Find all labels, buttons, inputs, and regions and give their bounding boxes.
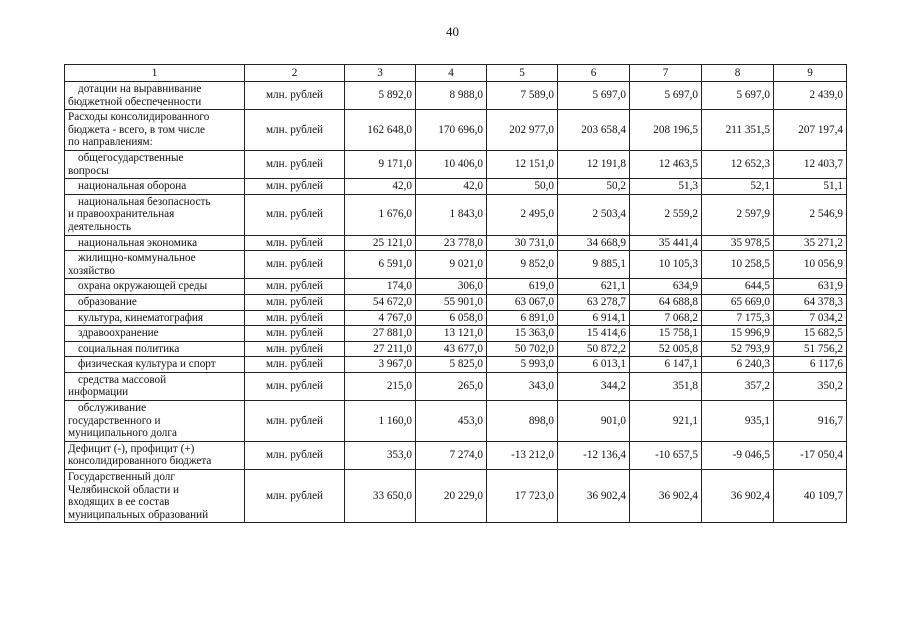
value-cell: 42,0: [416, 179, 487, 195]
value-cell: 5 825,0: [416, 357, 487, 373]
value-cell: 15 414,6: [558, 326, 630, 342]
value-cell: 15 363,0: [487, 326, 558, 342]
row-label: образование: [65, 294, 245, 310]
table-row: [65, 294, 847, 310]
value-cell: 6 891,0: [487, 310, 558, 326]
row-label: Расходы консолидированного бюджета - всего, в том числе по направлениям:: [65, 110, 245, 151]
value-cell: 13 121,0: [416, 326, 487, 342]
row-unit: млн. рублей: [245, 441, 345, 469]
value-cell: 63 067,0: [487, 294, 558, 310]
row-label: Государственный долг Челябинской области и входящих в ее состав муниципальных образований: [65, 470, 245, 523]
value-cell: 35 978,5: [702, 235, 774, 251]
row-unit: млн. рублей: [245, 357, 345, 373]
value-cell: 12 652,3: [702, 150, 774, 178]
value-cell: 901,0: [558, 401, 630, 442]
value-cell: 921,1: [630, 401, 702, 442]
table-header-row: [65, 65, 847, 82]
column-header: 6: [558, 65, 630, 82]
value-cell: 208 196,5: [630, 110, 702, 151]
value-cell: 265,0: [416, 372, 487, 400]
value-cell: 211 351,5: [702, 110, 774, 151]
value-cell: 55 901,0: [416, 294, 487, 310]
value-cell: 6 117,6: [774, 357, 847, 373]
value-cell: 12 403,7: [774, 150, 847, 178]
table-row: [65, 194, 847, 235]
value-cell: 8 988,0: [416, 82, 487, 110]
value-cell: 916,7: [774, 401, 847, 442]
row-unit: млн. рублей: [245, 401, 345, 442]
column-header: 5: [487, 65, 558, 82]
table-row: [65, 341, 847, 357]
value-cell: 162 648,0: [345, 110, 416, 151]
value-cell: 50 872,2: [558, 341, 630, 357]
value-cell: 5 697,0: [558, 82, 630, 110]
value-cell: 12 463,5: [630, 150, 702, 178]
table-row: [65, 251, 847, 279]
row-label: жилищно-коммунальное хозяйство: [65, 251, 245, 279]
value-cell: 33 650,0: [345, 470, 416, 523]
column-header: 1: [65, 65, 245, 82]
value-cell: 54 672,0: [345, 294, 416, 310]
value-cell: 63 278,7: [558, 294, 630, 310]
value-cell: 2 559,2: [630, 194, 702, 235]
value-cell: 27 881,0: [345, 326, 416, 342]
row-label: национальная экономика: [65, 235, 245, 251]
value-cell: 50,0: [487, 179, 558, 195]
row-label: социальная политика: [65, 341, 245, 357]
value-cell: 64 378,3: [774, 294, 847, 310]
value-cell: -13 212,0: [487, 441, 558, 469]
table-row: [65, 179, 847, 195]
value-cell: 36 902,4: [702, 470, 774, 523]
value-cell: -12 136,4: [558, 441, 630, 469]
row-unit: млн. рублей: [245, 150, 345, 178]
value-cell: 50 702,0: [487, 341, 558, 357]
table-row: [65, 235, 847, 251]
value-cell: 30 731,0: [487, 235, 558, 251]
row-unit: млн. рублей: [245, 341, 345, 357]
value-cell: 202 977,0: [487, 110, 558, 151]
value-cell: 17 723,0: [487, 470, 558, 523]
table-row: [65, 372, 847, 400]
value-cell: 64 688,8: [630, 294, 702, 310]
value-cell: 350,2: [774, 372, 847, 400]
row-unit: млн. рублей: [245, 279, 345, 295]
value-cell: 10 105,3: [630, 251, 702, 279]
value-cell: 3 967,0: [345, 357, 416, 373]
value-cell: 12 191,8: [558, 150, 630, 178]
value-cell: 65 669,0: [702, 294, 774, 310]
column-header: 9: [774, 65, 847, 82]
value-cell: 2 546,9: [774, 194, 847, 235]
table-row: [65, 310, 847, 326]
value-cell: 43 677,0: [416, 341, 487, 357]
value-cell: 7 068,2: [630, 310, 702, 326]
row-unit: млн. рублей: [245, 110, 345, 151]
value-cell: 2 503,4: [558, 194, 630, 235]
page-number: 40: [446, 24, 459, 39]
value-cell: 7 274,0: [416, 441, 487, 469]
value-cell: 20 229,0: [416, 470, 487, 523]
value-cell: 2 597,9: [702, 194, 774, 235]
value-cell: 215,0: [345, 372, 416, 400]
row-label: Дефицит (-), профицит (+) консолидированного бюджета: [65, 441, 245, 469]
value-cell: 36 902,4: [630, 470, 702, 523]
value-cell: 12 151,0: [487, 150, 558, 178]
value-cell: 9 852,0: [487, 251, 558, 279]
value-cell: -9 046,5: [702, 441, 774, 469]
value-cell: 10 406,0: [416, 150, 487, 178]
value-cell: 1 160,0: [345, 401, 416, 442]
value-cell: 1 843,0: [416, 194, 487, 235]
row-unit: млн. рублей: [245, 326, 345, 342]
value-cell: 634,9: [630, 279, 702, 295]
column-header: 7: [630, 65, 702, 82]
table-row: [65, 279, 847, 295]
value-cell: 10 258,5: [702, 251, 774, 279]
value-cell: 15 682,5: [774, 326, 847, 342]
value-cell: 6 058,0: [416, 310, 487, 326]
value-cell: 203 658,4: [558, 110, 630, 151]
value-cell: 935,1: [702, 401, 774, 442]
row-unit: млн. рублей: [245, 310, 345, 326]
row-label: общегосударственные вопросы: [65, 150, 245, 178]
value-cell: 351,8: [630, 372, 702, 400]
value-cell: 51 756,2: [774, 341, 847, 357]
value-cell: 6 591,0: [345, 251, 416, 279]
column-header: 4: [416, 65, 487, 82]
value-cell: 7 175,3: [702, 310, 774, 326]
value-cell: 353,0: [345, 441, 416, 469]
value-cell: 170 696,0: [416, 110, 487, 151]
value-cell: 40 109,7: [774, 470, 847, 523]
value-cell: 50,2: [558, 179, 630, 195]
value-cell: 207 197,4: [774, 110, 847, 151]
value-cell: 51,3: [630, 179, 702, 195]
value-cell: 52 005,8: [630, 341, 702, 357]
column-header: 3: [345, 65, 416, 82]
row-label: национальная оборона: [65, 179, 245, 195]
row-label: охрана окружающей среды: [65, 279, 245, 295]
value-cell: 6 914,1: [558, 310, 630, 326]
value-cell: 4 767,0: [345, 310, 416, 326]
value-cell: -17 050,4: [774, 441, 847, 469]
value-cell: 2 439,0: [774, 82, 847, 110]
value-cell: 6 240,3: [702, 357, 774, 373]
value-cell: 344,2: [558, 372, 630, 400]
value-cell: 6 147,1: [630, 357, 702, 373]
table-row: [65, 326, 847, 342]
row-label: национальная безопасность и правоохранительная деятельность: [65, 194, 245, 235]
column-header: 8: [702, 65, 774, 82]
table-row: [65, 82, 847, 110]
row-unit: млн. рублей: [245, 194, 345, 235]
row-unit: млн. рублей: [245, 470, 345, 523]
value-cell: 23 778,0: [416, 235, 487, 251]
value-cell: 619,0: [487, 279, 558, 295]
table-row: [65, 150, 847, 178]
value-cell: 15 758,1: [630, 326, 702, 342]
row-label: обслуживание государственного и муниципального долга: [65, 401, 245, 442]
row-unit: млн. рублей: [245, 179, 345, 195]
row-label: здравоохранение: [65, 326, 245, 342]
value-cell: 42,0: [345, 179, 416, 195]
value-cell: 7 589,0: [487, 82, 558, 110]
value-cell: 2 495,0: [487, 194, 558, 235]
value-cell: 9 021,0: [416, 251, 487, 279]
value-cell: 898,0: [487, 401, 558, 442]
row-unit: млн. рублей: [245, 82, 345, 110]
value-cell: 35 441,4: [630, 235, 702, 251]
row-unit: млн. рублей: [245, 294, 345, 310]
value-cell: 5 892,0: [345, 82, 416, 110]
value-cell: 15 996,9: [702, 326, 774, 342]
value-cell: 9 885,1: [558, 251, 630, 279]
value-cell: 25 121,0: [345, 235, 416, 251]
row-label: дотации на выравнивание бюджетной обеспеченности: [65, 82, 245, 110]
value-cell: 7 034,2: [774, 310, 847, 326]
value-cell: 631,9: [774, 279, 847, 295]
value-cell: 644,5: [702, 279, 774, 295]
row-label: средства массовой информации: [65, 372, 245, 400]
row-label: физическая культура и спорт: [65, 357, 245, 373]
value-cell: 10 056,9: [774, 251, 847, 279]
value-cell: 5 697,0: [702, 82, 774, 110]
value-cell: 1 676,0: [345, 194, 416, 235]
value-cell: 34 668,9: [558, 235, 630, 251]
value-cell: 52 793,9: [702, 341, 774, 357]
row-unit: млн. рублей: [245, 251, 345, 279]
value-cell: 343,0: [487, 372, 558, 400]
value-cell: 5 697,0: [630, 82, 702, 110]
row-label: культура, кинематография: [65, 310, 245, 326]
value-cell: 453,0: [416, 401, 487, 442]
table-row: [65, 110, 847, 151]
value-cell: -10 657,5: [630, 441, 702, 469]
row-unit: млн. рублей: [245, 372, 345, 400]
column-header: 2: [245, 65, 345, 82]
value-cell: 306,0: [416, 279, 487, 295]
table-row: [65, 401, 847, 442]
value-cell: 27 211,0: [345, 341, 416, 357]
table-row: [65, 470, 847, 523]
value-cell: 9 171,0: [345, 150, 416, 178]
value-cell: 6 013,1: [558, 357, 630, 373]
row-unit: млн. рублей: [245, 235, 345, 251]
value-cell: 357,2: [702, 372, 774, 400]
value-cell: 174,0: [345, 279, 416, 295]
budget-table: [64, 64, 847, 523]
value-cell: 52,1: [702, 179, 774, 195]
table-body: [65, 82, 847, 523]
value-cell: 35 271,2: [774, 235, 847, 251]
value-cell: 51,1: [774, 179, 847, 195]
value-cell: 621,1: [558, 279, 630, 295]
table-row: [65, 441, 847, 469]
table-row: [65, 357, 847, 373]
value-cell: 5 993,0: [487, 357, 558, 373]
value-cell: 36 902,4: [558, 470, 630, 523]
